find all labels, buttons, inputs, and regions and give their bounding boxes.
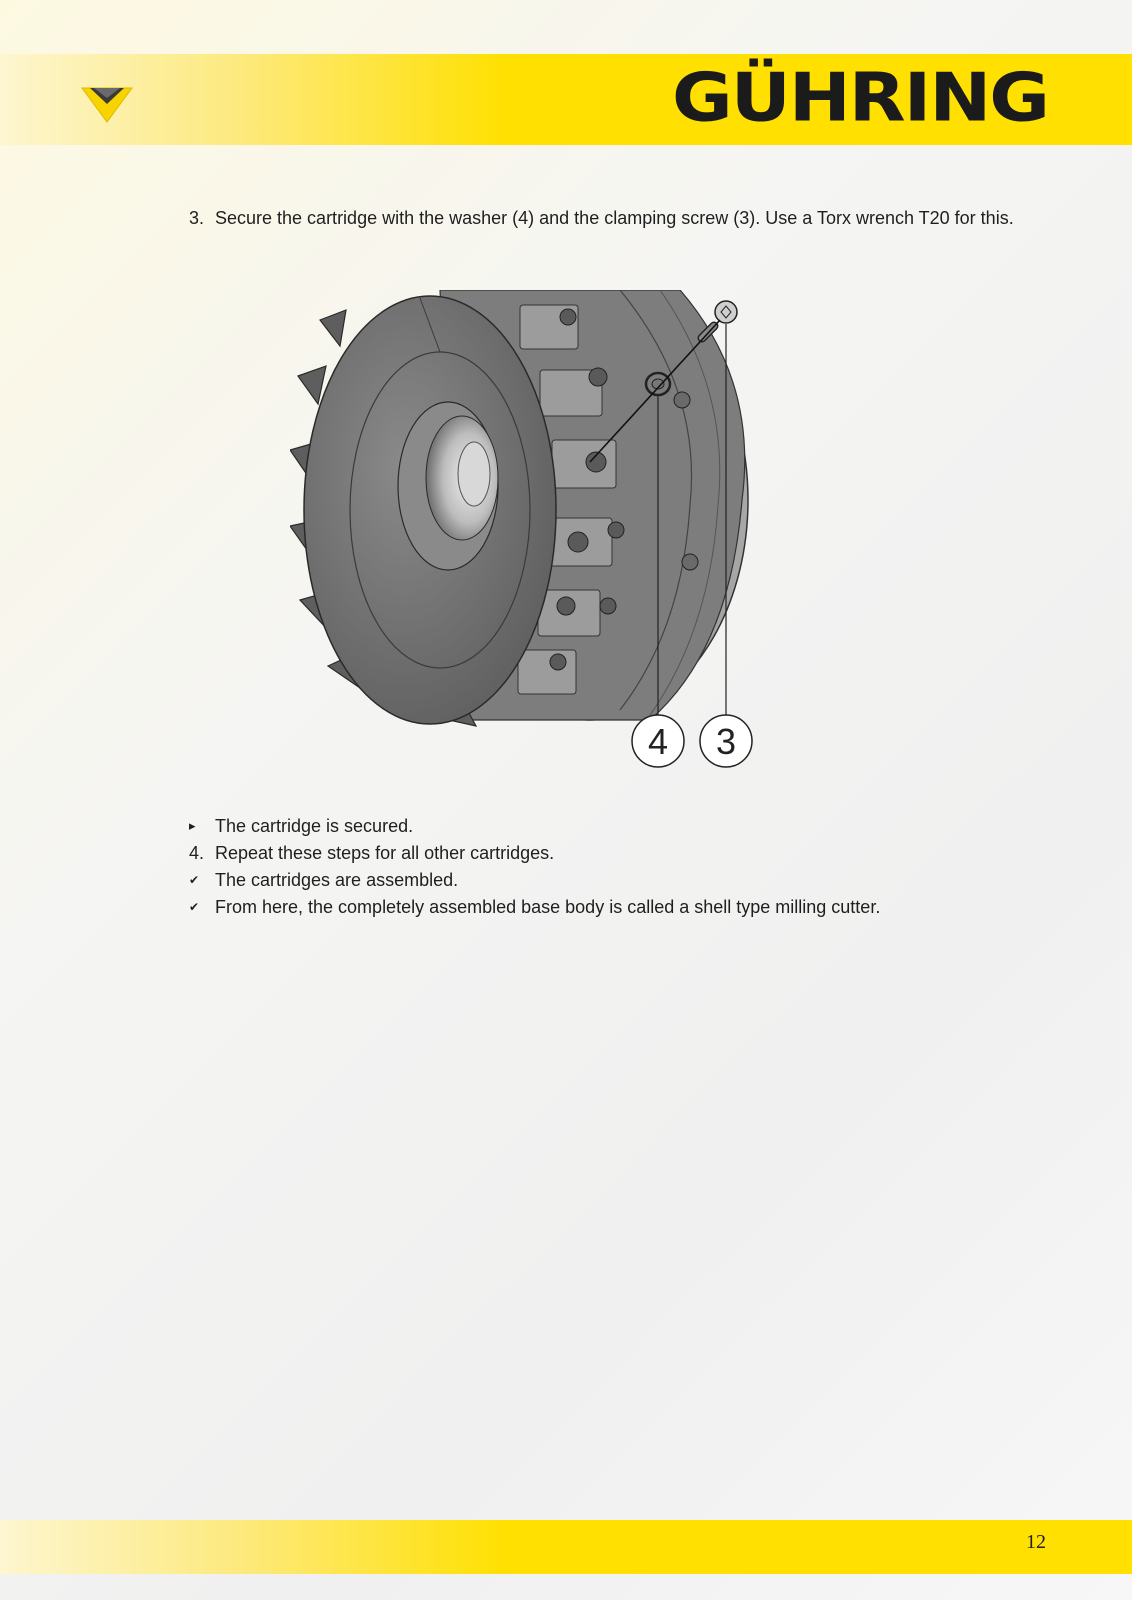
list-item-text: The cartridge is secured. — [215, 816, 414, 836]
footer-band — [0, 1520, 1132, 1574]
list-item — [189, 840, 1029, 867]
list-item-text: The cartridges are assembled. — [215, 870, 459, 890]
result-arrow-icon: ▸ — [189, 818, 196, 833]
guhring-diamond-logo — [80, 80, 134, 126]
list-item — [189, 813, 1029, 840]
shell-milling-cutter-illustration — [290, 290, 770, 786]
check-icon: ✔ — [189, 900, 200, 914]
list-item-text: From here, the completely assembled base body is called a shell type milling cutter. — [215, 897, 881, 917]
page-number: 12 — [1026, 1531, 1046, 1553]
step-number: 3. — [189, 208, 205, 228]
callout-label-3: 3 — [715, 721, 737, 762]
list-item — [189, 867, 1029, 894]
step-number: 4. — [189, 843, 205, 863]
list-item — [189, 894, 1029, 921]
results-list — [189, 813, 1029, 921]
instruction-step-3 — [189, 205, 1029, 231]
step-text: Secure the cartridge with the washer (4) and the clamping screw (3). Use a Torx wrench T20 for this. — [215, 208, 1014, 228]
list-item-text: Repeat these steps for all other cartridges. — [215, 843, 555, 863]
check-icon: ✔ — [189, 873, 200, 887]
callout-label-4: 4 — [647, 721, 669, 762]
brand-logo-text: GÜHRING — [672, 59, 1048, 137]
